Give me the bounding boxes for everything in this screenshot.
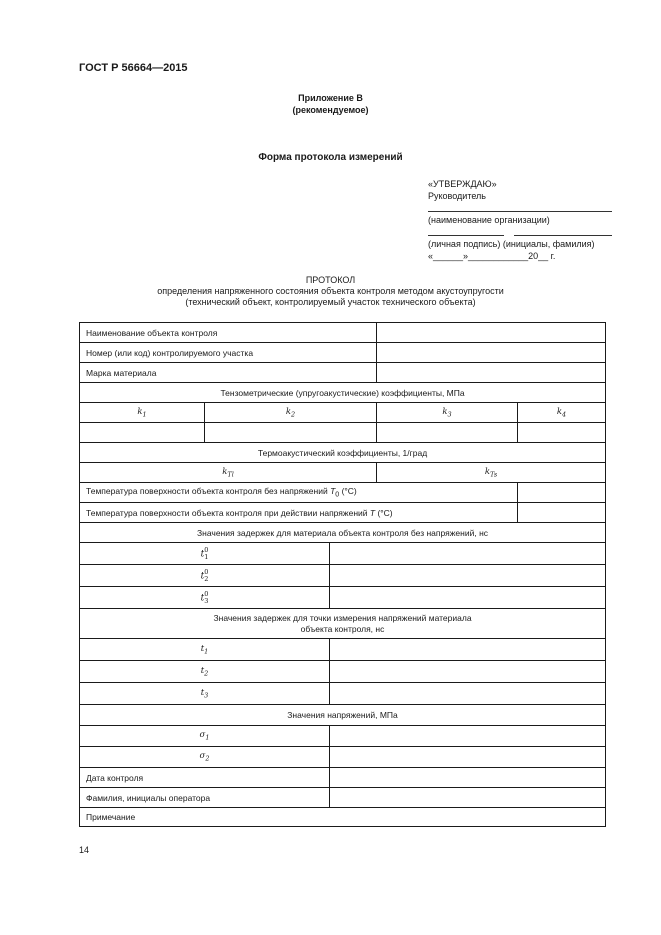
table-row <box>80 523 606 543</box>
object-name-label: Наименование объекта контроля <box>80 323 377 343</box>
tenso-header: Тензометрические (упругоакустические) коэффициенты, МПа <box>80 383 606 403</box>
table-row <box>80 705 606 726</box>
table-row <box>80 609 606 639</box>
annex-subtitle: (рекомендуемое) <box>292 105 369 115</box>
k1-value[interactable] <box>80 423 205 443</box>
temp-no-stress-label: Температура поверхности объекта контроля без напряжений $T_0$ (°С) <box>80 483 518 503</box>
t02-value[interactable] <box>330 565 606 587</box>
table-row <box>80 503 606 523</box>
table-row <box>80 403 606 423</box>
table-row <box>80 661 606 683</box>
table-row <box>80 463 606 483</box>
k2-value[interactable] <box>205 423 377 443</box>
note-field[interactable] <box>80 808 606 827</box>
approval-date: «______»____________20__ г. <box>428 251 556 261</box>
table-row <box>80 543 606 565</box>
t1-value[interactable] <box>330 639 606 661</box>
protocol-table <box>79 322 606 827</box>
ktl-label: $k_{Tl}$ <box>80 463 377 483</box>
k3-label: $k_3$ <box>377 403 518 423</box>
table-row <box>80 443 606 463</box>
sigma2-value[interactable] <box>330 747 606 768</box>
org-caption: (наименование организации) <box>428 215 550 225</box>
signature-line <box>428 235 504 236</box>
section-number-label: Номер (или код) контролируемого участка <box>80 343 377 363</box>
sigma2-label: $\sigma_2$ <box>80 747 330 768</box>
k2-label: $k_2$ <box>205 403 377 423</box>
delays-free-header: Значения задержек для материала объекта контроля без напряжений, нс <box>80 523 606 543</box>
k3-value[interactable] <box>377 423 518 443</box>
sigma1-value[interactable] <box>330 726 606 747</box>
t01-label: t0 1 <box>80 543 330 565</box>
table-row <box>80 323 606 343</box>
section-number-value[interactable] <box>377 343 606 363</box>
note-label: Примечание <box>86 812 136 822</box>
page-number: 14 <box>79 845 90 855</box>
table-row <box>80 483 606 503</box>
operator-value[interactable] <box>330 788 606 808</box>
date-value[interactable] <box>330 768 606 788</box>
t02-label: t0 2 <box>80 565 330 587</box>
temp-stress-label: Температура поверхности объекта контроля при действии напряжений T (°С) <box>80 503 518 523</box>
date-label: Дата контроля <box>80 768 330 788</box>
table-row <box>80 808 606 827</box>
table-row <box>80 363 606 383</box>
protocol-line-2: (технический объект, контролируемый участок технического объекта) <box>185 297 476 307</box>
delays-point-header: Значения задержек для точки измерения напряжений материала объекта контроля, нс <box>80 609 606 639</box>
annex-title: Приложение В <box>298 93 363 103</box>
table-row <box>80 565 606 587</box>
approval-head: Руководитель <box>428 191 486 201</box>
k4-value[interactable] <box>518 423 606 443</box>
org-line <box>428 211 612 212</box>
t2-value[interactable] <box>330 661 606 683</box>
temp-no-stress-value[interactable] <box>518 483 606 503</box>
protocol-title: ПРОТОКОЛ <box>305 275 356 285</box>
t3-value[interactable] <box>330 683 606 705</box>
initials-line <box>514 235 612 236</box>
table-row <box>80 683 606 705</box>
kts-label: $k_{Ts}$ <box>377 463 606 483</box>
t1-label: $t_1$ <box>80 639 330 661</box>
stress-header: Значения напряжений, МПа <box>80 705 606 726</box>
table-row <box>80 423 606 443</box>
table-row <box>80 639 606 661</box>
document-header: ГОСТ Р 56664—2015 <box>79 62 188 74</box>
approval-label: «УТВЕРЖДАЮ» <box>428 179 497 189</box>
t01-value[interactable] <box>330 543 606 565</box>
thermo-header: Термоакустический коэффициенты, 1/град <box>80 443 606 463</box>
t03-value[interactable] <box>330 587 606 609</box>
table-row <box>80 343 606 363</box>
form-title: Форма протокола измерений <box>258 152 403 163</box>
table-row <box>80 768 606 788</box>
sigma1-label: $\sigma_1$ <box>80 726 330 747</box>
temp-stress-value[interactable] <box>518 503 606 523</box>
signature-caption: (личная подпись) (инициалы, фамилия) <box>428 239 595 249</box>
protocol-line-1: определения напряженного состояния объекта контроля методом акустоупругости <box>157 286 504 296</box>
operator-label: Фамилия, инициалы оператора <box>80 788 330 808</box>
table-row <box>80 383 606 403</box>
material-label: Марка материала <box>80 363 377 383</box>
table-row <box>80 587 606 609</box>
t2-label: $t_2$ <box>80 661 330 683</box>
k1-label: $k_1$ <box>80 403 205 423</box>
object-name-value[interactable] <box>377 323 606 343</box>
k4-label: $k_4$ <box>518 403 606 423</box>
material-value[interactable] <box>377 363 606 383</box>
t3-label: $t_3$ <box>80 683 330 705</box>
table-row <box>80 788 606 808</box>
table-row <box>80 726 606 747</box>
table-row <box>80 747 606 768</box>
t03-label: t0 3 <box>80 587 330 609</box>
